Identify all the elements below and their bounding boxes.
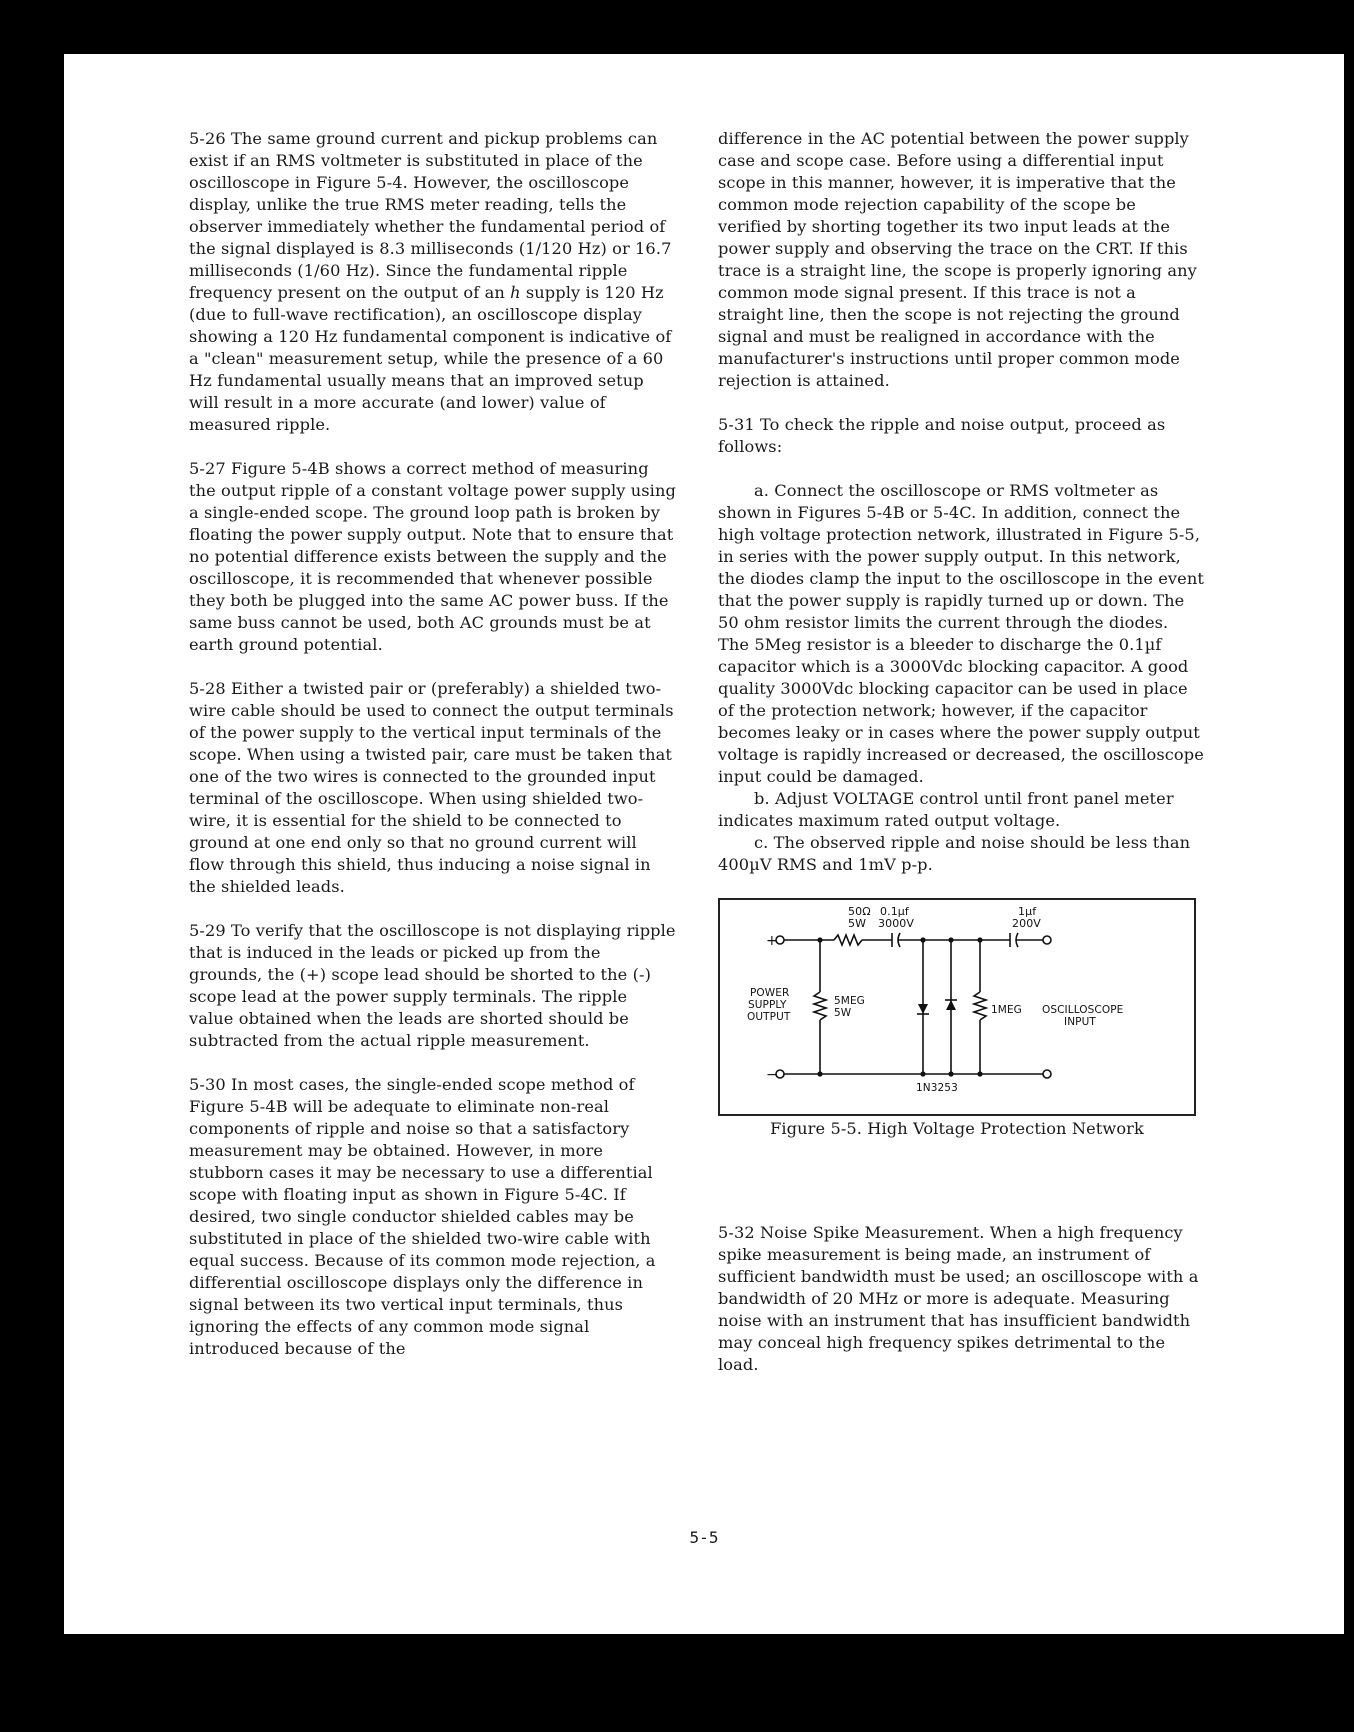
- left-column: [189, 128, 676, 1382]
- paragraph-5-32: 5-32 Noise Spike Measurement. When a high frequency spike measurement is being made, an instrument of sufficient bandwidth must be used; an oscilloscope with a bandwidth of 20 MHz or more is adequate. Measuring noise with an instrument that has insufficient bandwidth may conceal high frequency spikes detrimental to the load.: [718, 1223, 1199, 1374]
- label-50-ohm: 50Ω: [848, 905, 871, 918]
- label-5meg: 5MEG: [834, 995, 865, 1007]
- paragraph-5-26: 5-26 The same ground current and pickup problems can exist if an RMS voltmeter is substituted in place of the oscilloscope in Figure 5-4. However, the oscilloscope display, unlike the true RMS meter reading, tells the observer immediately whether the fundamental period of the signal displayed is 8.3 milliseconds (1/120 Hz) or 16.7 milliseconds (1/60 Hz). Since the fundamental ripple frequency present on the output of an ℎ supply is 120 Hz (due to full-wave rectification), an oscilloscope display showing a 120 Hz fundamental component is indicative of a "clean" measurement setup, while the presence of a 60 Hz fundamental usually means that an improved setup will result in a more accurate (and lower) value of measured ripple.: [189, 129, 672, 434]
- step-a: a. Connect the oscilloscope or RMS voltmeter as shown in Figures 5-4B or 5-4C. In addition, connect the high voltage protection network, illustrated in Figure 5-5, in series with the power supply output. In this network, the diodes clamp the input to the oscilloscope in the event that the power supply is rapidly turned up or down. The 50 ohm resistor limits the current through the diodes. The 5Meg resistor is a bleeder to discharge the 0.1µf capacitor which is a 3000Vdc blocking capacitor. A good quality 3000Vdc blocking capacitor can be used in place of the protection network; however, if the capacitor becomes leaky or in cases where the power supply output voltage is rapidly increased or decreased, the oscilloscope input could be damaged.: [718, 481, 1204, 786]
- right-column: [718, 128, 1204, 1398]
- label-0-1uf: 0.1µf: [880, 905, 909, 918]
- label-diode-part: 1N3253: [916, 1082, 958, 1094]
- paragraph-5-30-continued: difference in the AC potential between the power supply case and scope case. Before using a differential input scope in this manner, however, it is imperative that the common mode rejection capability of the scope be verified by shorting together its two input leads at the power supply and observing the trace on the CRT. If this trace is a straight line, the scope is properly ignoring any common mode signal present. If this trace is not a straight line, then the scope is not rejecting the ground signal and must be realigned in accordance with the manufacturer's instructions until proper common mode rejection is attained.: [718, 129, 1197, 390]
- label-power: POWER: [750, 987, 790, 999]
- label-supply: SUPPLY: [748, 999, 787, 1011]
- paragraph-5-29: 5-29 To verify that the oscilloscope is not displaying ripple that is induced in the leads or picked up from the grounds, the (+) scope lead should be shorted to the (-) scope lead at the power supply terminals. The ripple value obtained when the leads are shorted should be subtracted from the actual ripple measurement.: [189, 921, 676, 1050]
- protection-network-schematic: [720, 900, 1194, 1114]
- label-1meg: 1MEG: [991, 1004, 1022, 1016]
- schematic-frame: [718, 898, 1196, 1116]
- step-b: b. Adjust VOLTAGE control until front panel meter indicates maximum rated output voltage.: [718, 789, 1174, 830]
- paragraph-5-31: 5-31 To check the ripple and noise output, proceed as follows:: [718, 415, 1166, 456]
- paragraph-5-28: 5-28 Either a twisted pair or (preferably) a shielded two-wire cable should be used to connect the output terminals of the power supply to the vertical input terminals of the scope. When using a twisted pair, care must be taken that one of the two wires is connected to the grounded input terminal of the oscilloscope. When using shielded two-wire, it is essential for the shield to be connected to ground at one end only so that no ground current will flow through this shield, thus inducing a noise signal in the shielded leads.: [189, 679, 674, 896]
- label-output: OUTPUT: [747, 1011, 791, 1023]
- procedure-steps: [718, 480, 1204, 876]
- label-1uf: 1µf: [1018, 905, 1037, 918]
- step-c: c. The observed ripple and noise should be less than 400µV RMS and 1mV p-p.: [718, 833, 1191, 874]
- paragraph-5-30: 5-30 In most cases, the single-ended scope method of Figure 5-4B will be adequate to eliminate non-real components of ripple and noise so that a satisfactory measurement may be obtained. However, in more stubborn cases it may be necessary to use a differential scope with floating input as shown in Figure 5-4C. If desired, two single conductor shielded cables may be substituted in place of the shielded two-wire cable with equal success. Because of its common mode rejection, a differential oscilloscope displays only the difference in signal between its two vertical input terminals, thus ignoring the effects of any common mode signal introduced because of the: [189, 1075, 656, 1358]
- label-minus: −: [766, 1067, 778, 1083]
- label-input: INPUT: [1064, 1016, 1096, 1028]
- label-50-ohm-watt: 5W: [848, 917, 867, 930]
- label-200v: 200V: [1012, 917, 1041, 930]
- label-3000v: 3000V: [878, 917, 915, 930]
- figure-caption: Figure 5-5. High Voltage Protection Network: [770, 1119, 1144, 1138]
- document-page: [64, 54, 1344, 1634]
- label-5meg-watt: 5W: [834, 1007, 852, 1019]
- label-oscilloscope: OSCILLOSCOPE: [1042, 1004, 1124, 1016]
- label-plus: +: [766, 933, 778, 949]
- page-number: 5-5: [689, 1528, 719, 1547]
- paragraph-5-27: 5-27 Figure 5-4B shows a correct method of measuring the output ripple of a constant voltage power supply using a single-ended scope. The ground loop path is broken by floating the power supply output. Note that to ensure that no potential difference exists between the supply and the oscilloscope, it is recommended that whenever possible they both be plugged into the same AC power buss. If the same buss cannot be used, both AC grounds must be at earth ground potential.: [189, 459, 676, 654]
- figure-5-5: [718, 898, 1196, 1140]
